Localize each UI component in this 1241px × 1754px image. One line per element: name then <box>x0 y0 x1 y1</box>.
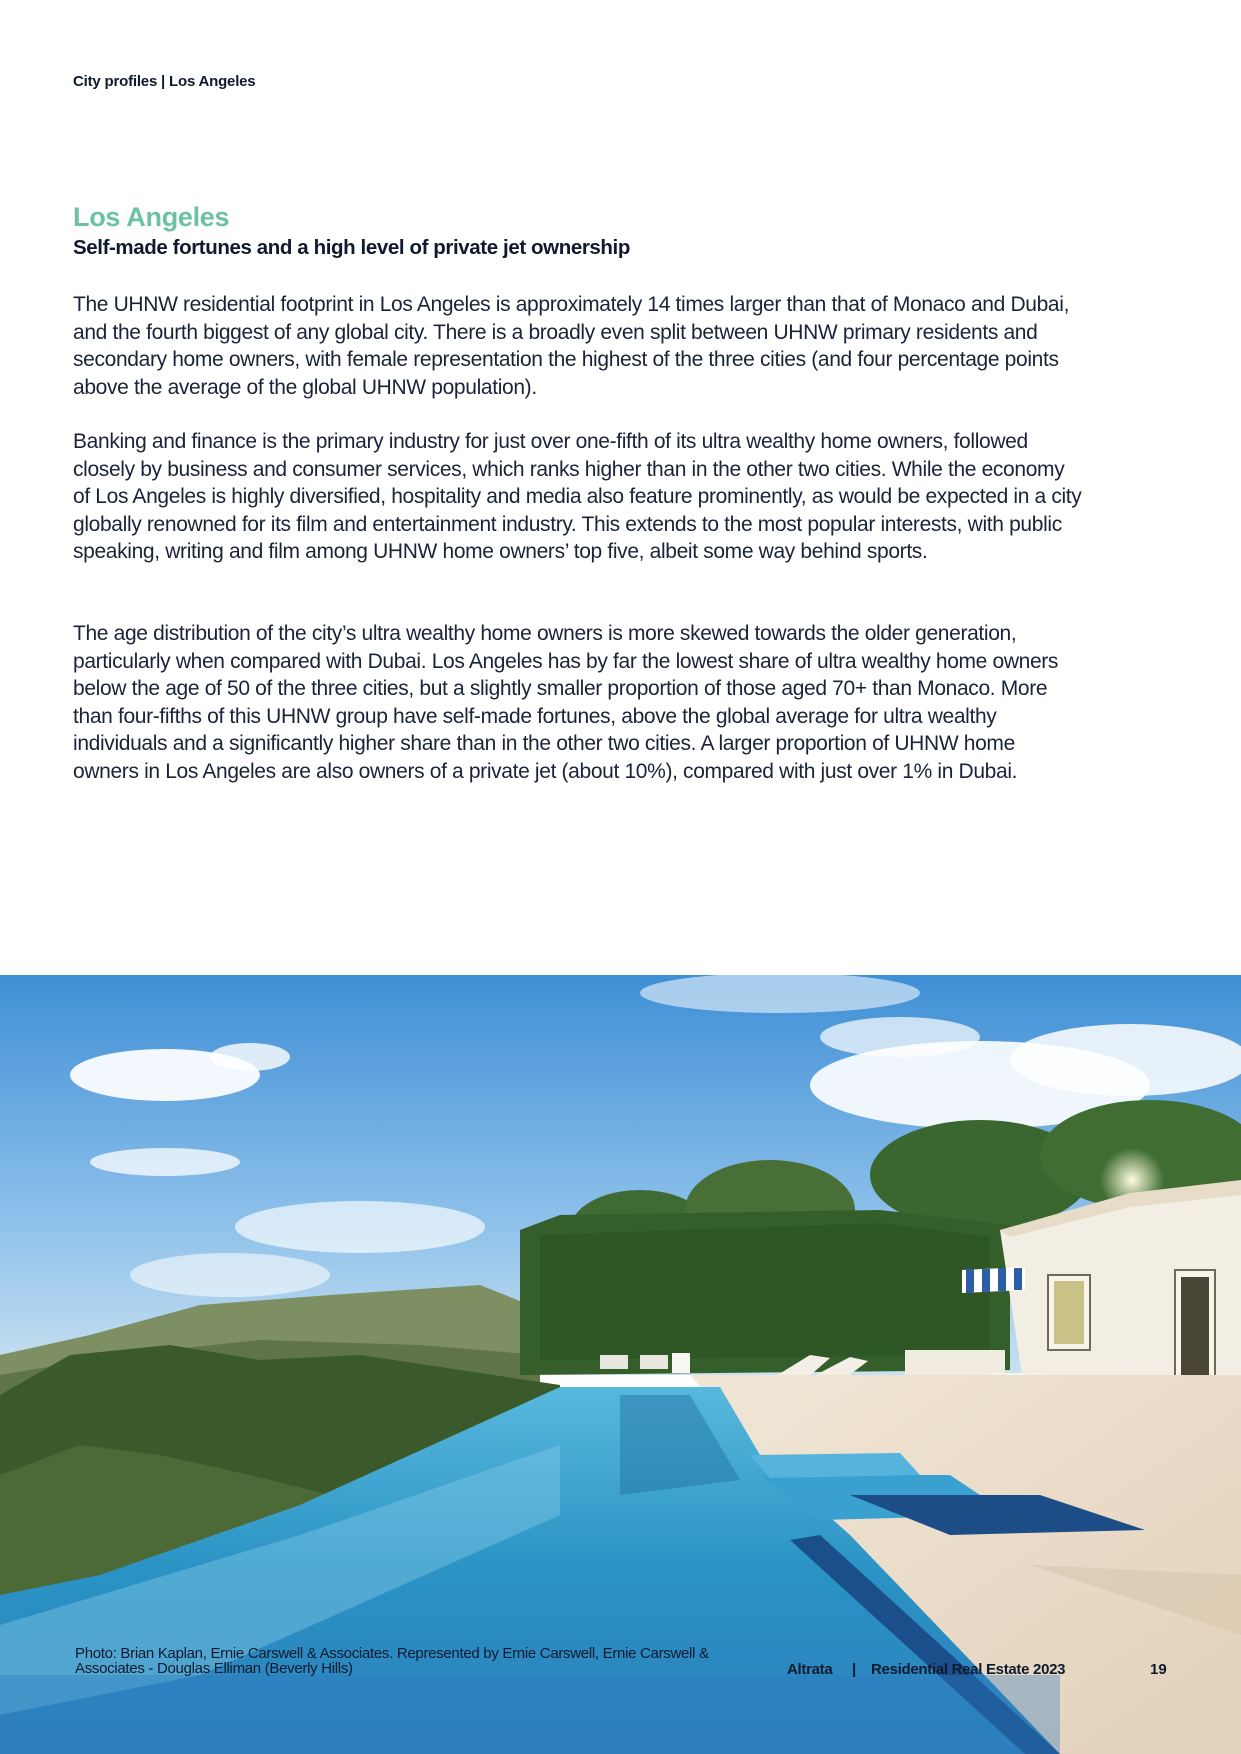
photo-caption: Photo: Brian Kaplan, Ernie Carswell & Associates. Represented by Ernie Carswell, Ernie Carswell & Associates - Douglas Elliman (Beverly Hills) <box>75 1645 709 1677</box>
footer-report-title: Residential Real Estate 2023 <box>871 1661 1066 1678</box>
pool-photo <box>0 975 1241 1754</box>
section-title: Los Angeles <box>73 202 230 232</box>
body-paragraph: The UHNW residential footprint in Los Angeles is approximately 14 times larger than that of Monaco and Dubai, and the fourth biggest of any global city. There is a broadly even split between UHNW primary residents and secondary home owners, with female representation the highest of the three cities (and four percentage points above the average of the global UHNW population). <box>73 293 1070 399</box>
footer-brand: Altrata <box>787 1661 833 1678</box>
section-subtitle: Self-made fortunes and a high level of private jet ownership <box>73 236 630 259</box>
breadcrumb: City profiles | Los Angeles <box>73 73 256 90</box>
page-number: 19 <box>1150 1661 1167 1678</box>
body-paragraph: The age distribution of the city’s ultra wealthy home owners is more skewed towards the older generation, particularly when compared with Dubai. Los Angeles has by far the lowest share of ultra wealthy home owners below the age of 50 of the three cities, but a slightly smaller proportion of those aged 70+ than Monaco. More than four-fifths of this UHNW group have self-made fortunes, above the global average for ultra wealthy individuals and a significantly higher share than in the other two cities. A larger proportion of UHNW home owners in Los Angeles are also owners of a private jet (about 10%), compared with just over 1% in Dubai. <box>73 622 1059 783</box>
footer-separator: | <box>852 1661 857 1678</box>
body-paragraph: Banking and finance is the primary industry for just over one-fifth of its ultra wealthy home owners, followed closely by business and consumer services, which ranks higher than in the other two cities. While the economy of Los Angeles is highly diversified, hospitality and media also feature prominently, as would be expected in a city globally renowned for its film and entertainment industry. This extends to the most popular interests, with public speaking, writing and film among UHNW home owners’ top five, albeit some way behind sports. <box>73 430 1082 563</box>
